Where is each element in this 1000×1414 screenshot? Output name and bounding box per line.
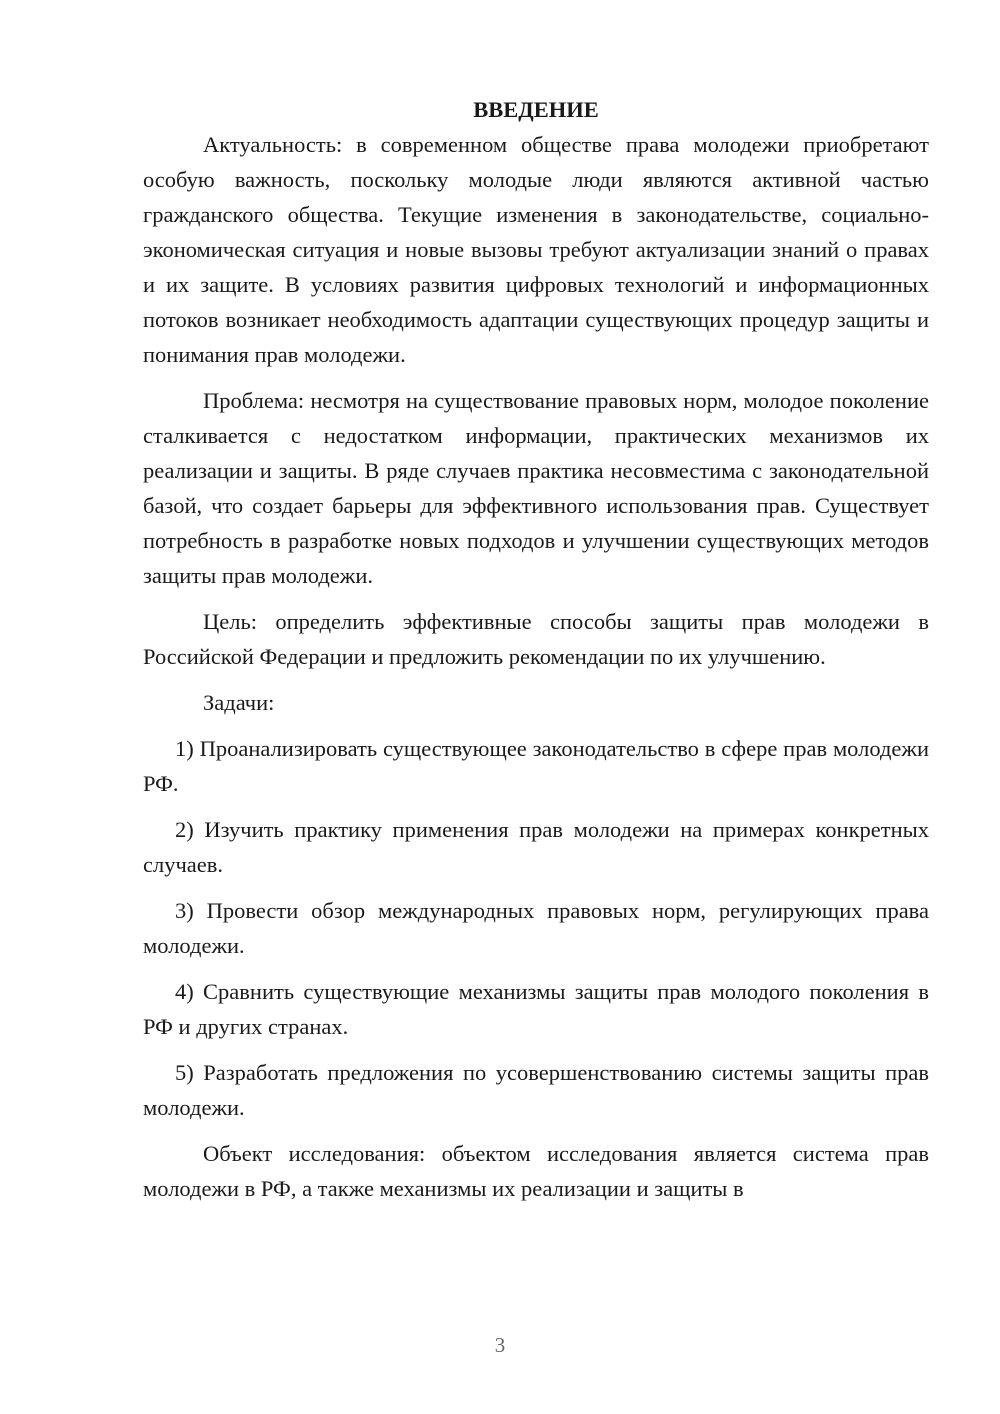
paragraph-relevance: Актуальность: в современном обществе права молодежи приобретают особую важность, поскольку молодые люди являются активной частью гражданского общества. Текущие изменения в законодательстве, социально-экономическая ситуация и новые вызовы требуют актуализации знаний о правах и их защите. В условиях развития цифровых технологий и информационных потоков возникает необходимость адаптации существующих процедур защиты и понимания прав молодежи. [143, 132, 929, 367]
document-body [143, 92, 929, 1217]
page-number: 3 [494, 1333, 506, 1357]
task-item-5: 5) Разработать предложения по усовершенствованию системы защиты прав молодежи. [143, 1060, 929, 1120]
paragraph-tasks-heading: Задачи: [203, 690, 275, 715]
task-item-1: 1) Проанализировать существующее законодательство в сфере прав молодежи РФ. [143, 736, 929, 796]
task-item-2: 2) Изучить практику применения прав молодежи на примерах конкретных случаев. [143, 817, 929, 877]
task-item-3: 3) Провести обзор международных правовых норм, регулирующих права молодежи. [143, 898, 929, 958]
page-title: ВВЕДЕНИЕ [473, 97, 599, 122]
task-item-4: 4) Сравнить существующие механизмы защиты прав молодого поколения в РФ и других странах. [143, 979, 929, 1039]
paragraph-goal: Цель: определить эффективные способы защиты прав молодежи в Российской Федерации и предложить рекомендации по их улучшению. [143, 609, 929, 669]
paragraph-problem: Проблема: несмотря на существование правовых норм, молодое поколение сталкивается с недостатком информации, практических механизмов их реализации и защиты. В ряде случаев практика несовместима с законодательной базой, что создает барьеры для эффективного использования прав. Существует потребность в разработке новых подходов и улучшении существующих методов защиты прав молодежи. [143, 388, 929, 588]
paragraph-object: Объект исследования: объектом исследования является система прав молодежи в РФ, а также механизмы их реализации и защиты в [143, 1141, 929, 1201]
